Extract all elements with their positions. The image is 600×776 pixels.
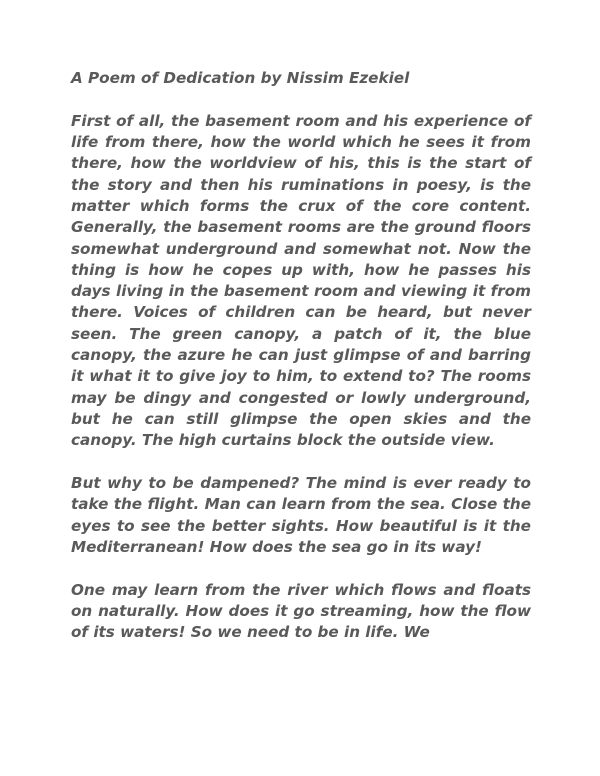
- document-page: [71, 68, 531, 665]
- paragraph-3: One may learn from the river which flows and floats on naturally. How does it go streaming, how the flow of its waters! So we need to be in life. We: [71, 580, 531, 642]
- document-title: A Poem of Dedication by Nissim Ezekiel: [71, 69, 410, 87]
- paragraph-1: First of all, the basement room and his experience of life from there, how the world which he sees it from there, how the worldview of his, this is the start of the story and then his ruminations in poesy, is the matter which forms the crux of the core content. Generally, the basement rooms are the ground floors somewhat underground and somewhat not. Now the thing is how he copes up with, how he passes his days living in the basement room and viewing it from there. Voices of children can be heard, but never seen. The green canopy, a patch of it, the blue canopy, the azure he can just glimpse of and barring it what it to give joy to him, to extend to? The rooms may be dingy and congested or lowly underground, but he can still glimpse the open skies and the canopy. The high curtains block the outside view.: [71, 111, 531, 450]
- paragraph-2: But why to be dampened? The mind is ever ready to take the flight. Man can learn from the sea. Close the eyes to see the better sights. How beautiful is it the Mediterranean! How does the sea go in its way!: [71, 474, 531, 556]
